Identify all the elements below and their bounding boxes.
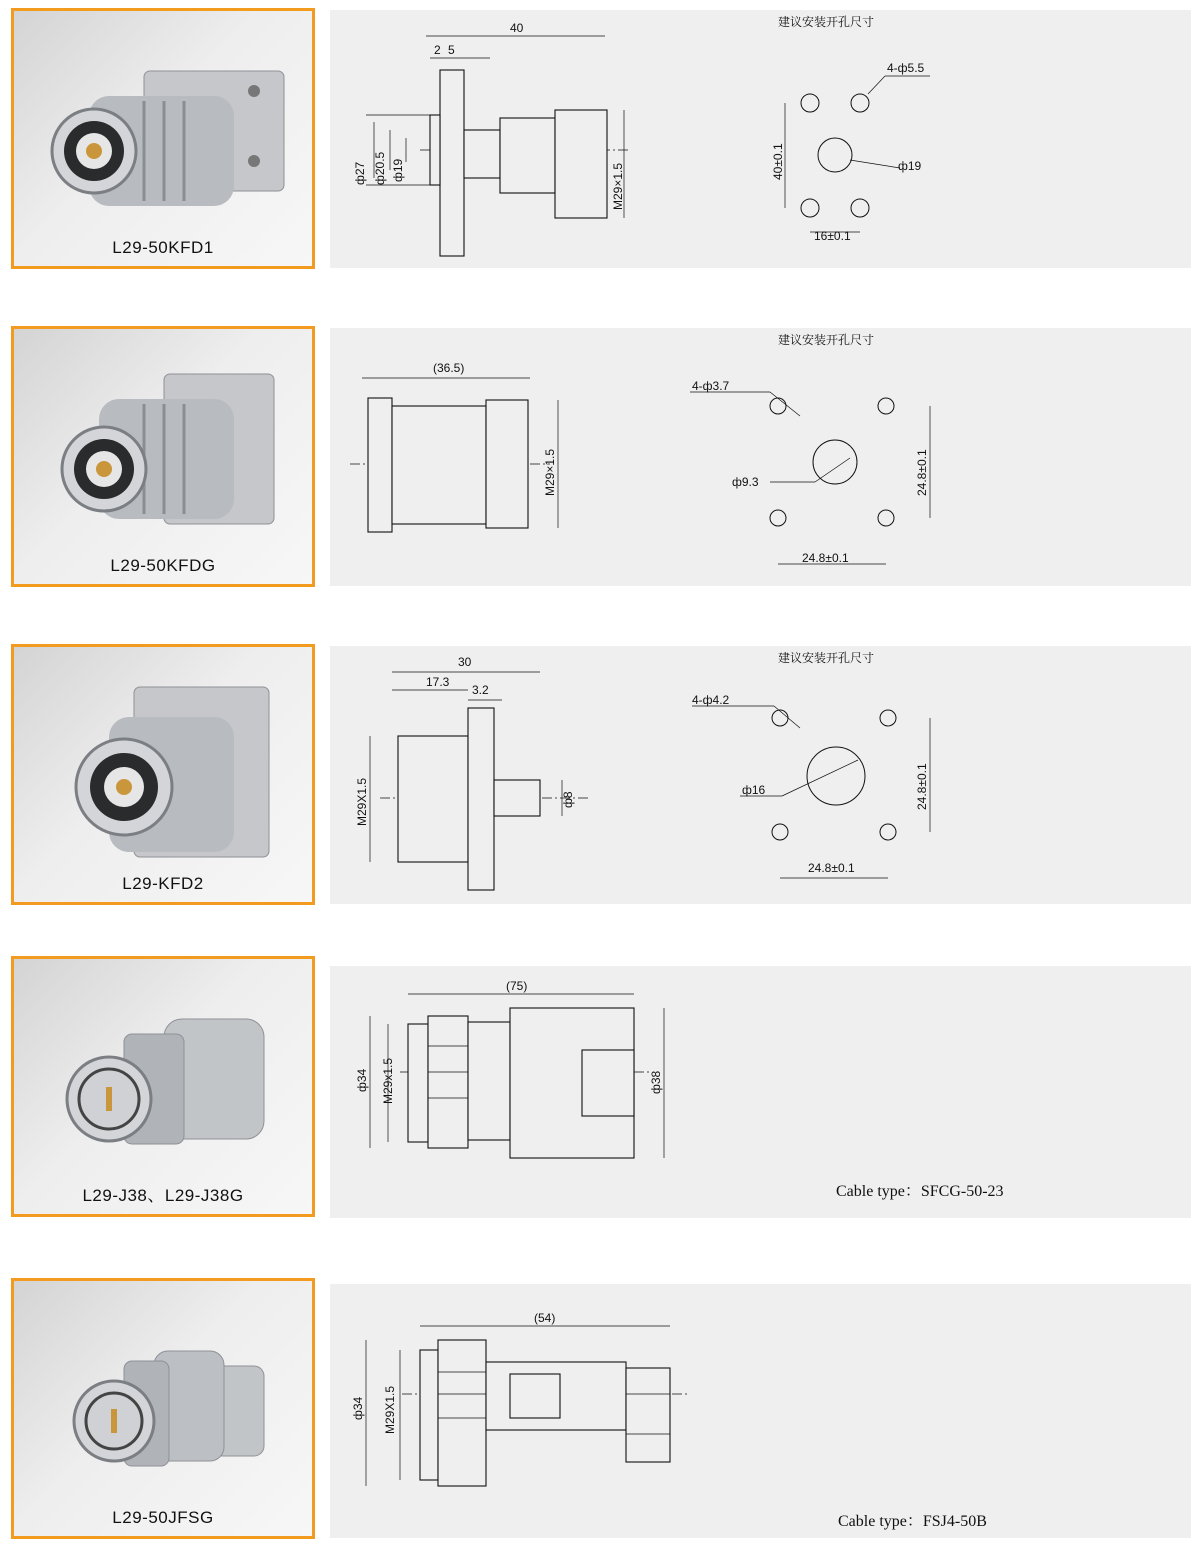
svg-text:40: 40 [510, 21, 524, 35]
product-photo-frame [11, 1278, 315, 1539]
center-hole-drawing [813, 440, 857, 484]
hole-size-title: 建议安装开孔尺寸 [778, 651, 875, 665]
drawing-panel [330, 328, 1191, 586]
svg-text:24.8±0.1: 24.8±0.1 [915, 449, 929, 496]
connector-photo-icon [14, 959, 312, 1214]
svg-text:M29x1.5: M29x1.5 [381, 1057, 395, 1104]
product-photo-frame [11, 326, 315, 587]
svg-text:5: 5 [448, 43, 455, 57]
product-model-label: L29-KFD2 [122, 874, 204, 893]
hole-size-title: 建议安装开孔尺寸 [778, 333, 875, 347]
thread-drawing [486, 400, 528, 528]
hole-size-title: 建议安装开孔尺寸 [778, 15, 875, 29]
svg-text:ф20.5: ф20.5 [373, 151, 387, 185]
drawing-panel [330, 646, 1191, 904]
svg-text:16±0.1: 16±0.1 [814, 229, 851, 243]
svg-text:4-ф3.7: 4-ф3.7 [692, 379, 730, 393]
svg-text:(75): (75) [506, 979, 528, 993]
product-model-label: L29-50KFDG [110, 556, 216, 575]
svg-text:30: 30 [458, 655, 472, 669]
svg-text:ф19: ф19 [391, 158, 405, 182]
svg-text:M29×1.5: M29×1.5 [611, 162, 625, 210]
svg-text:(36.5): (36.5) [433, 361, 465, 375]
drawing-panel [330, 966, 1191, 1218]
svg-text:ф34: ф34 [351, 1396, 365, 1420]
svg-text:40±0.1: 40±0.1 [771, 143, 785, 180]
svg-text:4-ф4.2: 4-ф4.2 [692, 693, 730, 707]
svg-text:ф8: ф8 [561, 791, 575, 808]
rear-nut-drawing [626, 1368, 670, 1462]
cable-type-text: Cable type：FSJ4-50B [838, 1513, 987, 1530]
svg-text:24.8±0.1: 24.8±0.1 [808, 861, 855, 875]
svg-text:24.8±0.1: 24.8±0.1 [802, 551, 849, 565]
svg-text:ф16: ф16 [742, 783, 766, 797]
svg-text:ф27: ф27 [353, 161, 367, 185]
svg-text:ф38: ф38 [649, 1070, 663, 1094]
connector-photo-icon [14, 1281, 312, 1536]
cable-type-text: Cable type：SFCG-50-23 [836, 1183, 1004, 1200]
drawing-panel [330, 1284, 1191, 1538]
connector-photo-icon [14, 11, 312, 266]
flange-drawing [468, 708, 494, 890]
connector-photo-icon [14, 329, 312, 584]
svg-text:ф19: ф19 [898, 159, 922, 173]
product-model-label: L29-J38、L29-J38G [82, 1186, 244, 1205]
svg-text:(54): (54) [534, 1311, 556, 1325]
product-model-label: L29-50KFD1 [112, 238, 214, 257]
product-photo-frame [11, 644, 315, 905]
svg-text:24.8±0.1: 24.8±0.1 [915, 763, 929, 810]
thread-drawing [398, 736, 468, 862]
flange-drawing [440, 70, 464, 256]
svg-text:M29X1.5: M29X1.5 [355, 777, 369, 826]
product-photo-frame [11, 8, 315, 269]
svg-text:M29×1.5: M29×1.5 [543, 448, 557, 496]
svg-text:ф34: ф34 [355, 1068, 369, 1092]
drawing-panel [330, 10, 1191, 268]
svg-text:4-ф5.5: 4-ф5.5 [887, 61, 925, 75]
connector-photo-icon [14, 647, 312, 902]
hex-nut-drawing [438, 1340, 486, 1486]
hex-nut-drawing [428, 1016, 468, 1148]
svg-text:3.2: 3.2 [472, 683, 489, 697]
svg-text:ф9.3: ф9.3 [732, 475, 759, 489]
thread-drawing [555, 110, 607, 218]
svg-text:17.3: 17.3 [426, 675, 450, 689]
product-model-label: L29-50JFSG [112, 1508, 214, 1527]
product-photo-frame [11, 956, 315, 1217]
center-hole-drawing [807, 747, 865, 805]
flange-drawing [368, 398, 392, 532]
svg-text:2: 2 [434, 43, 441, 57]
center-hole-drawing [818, 138, 852, 172]
svg-text:M29X1.5: M29X1.5 [383, 1385, 397, 1434]
